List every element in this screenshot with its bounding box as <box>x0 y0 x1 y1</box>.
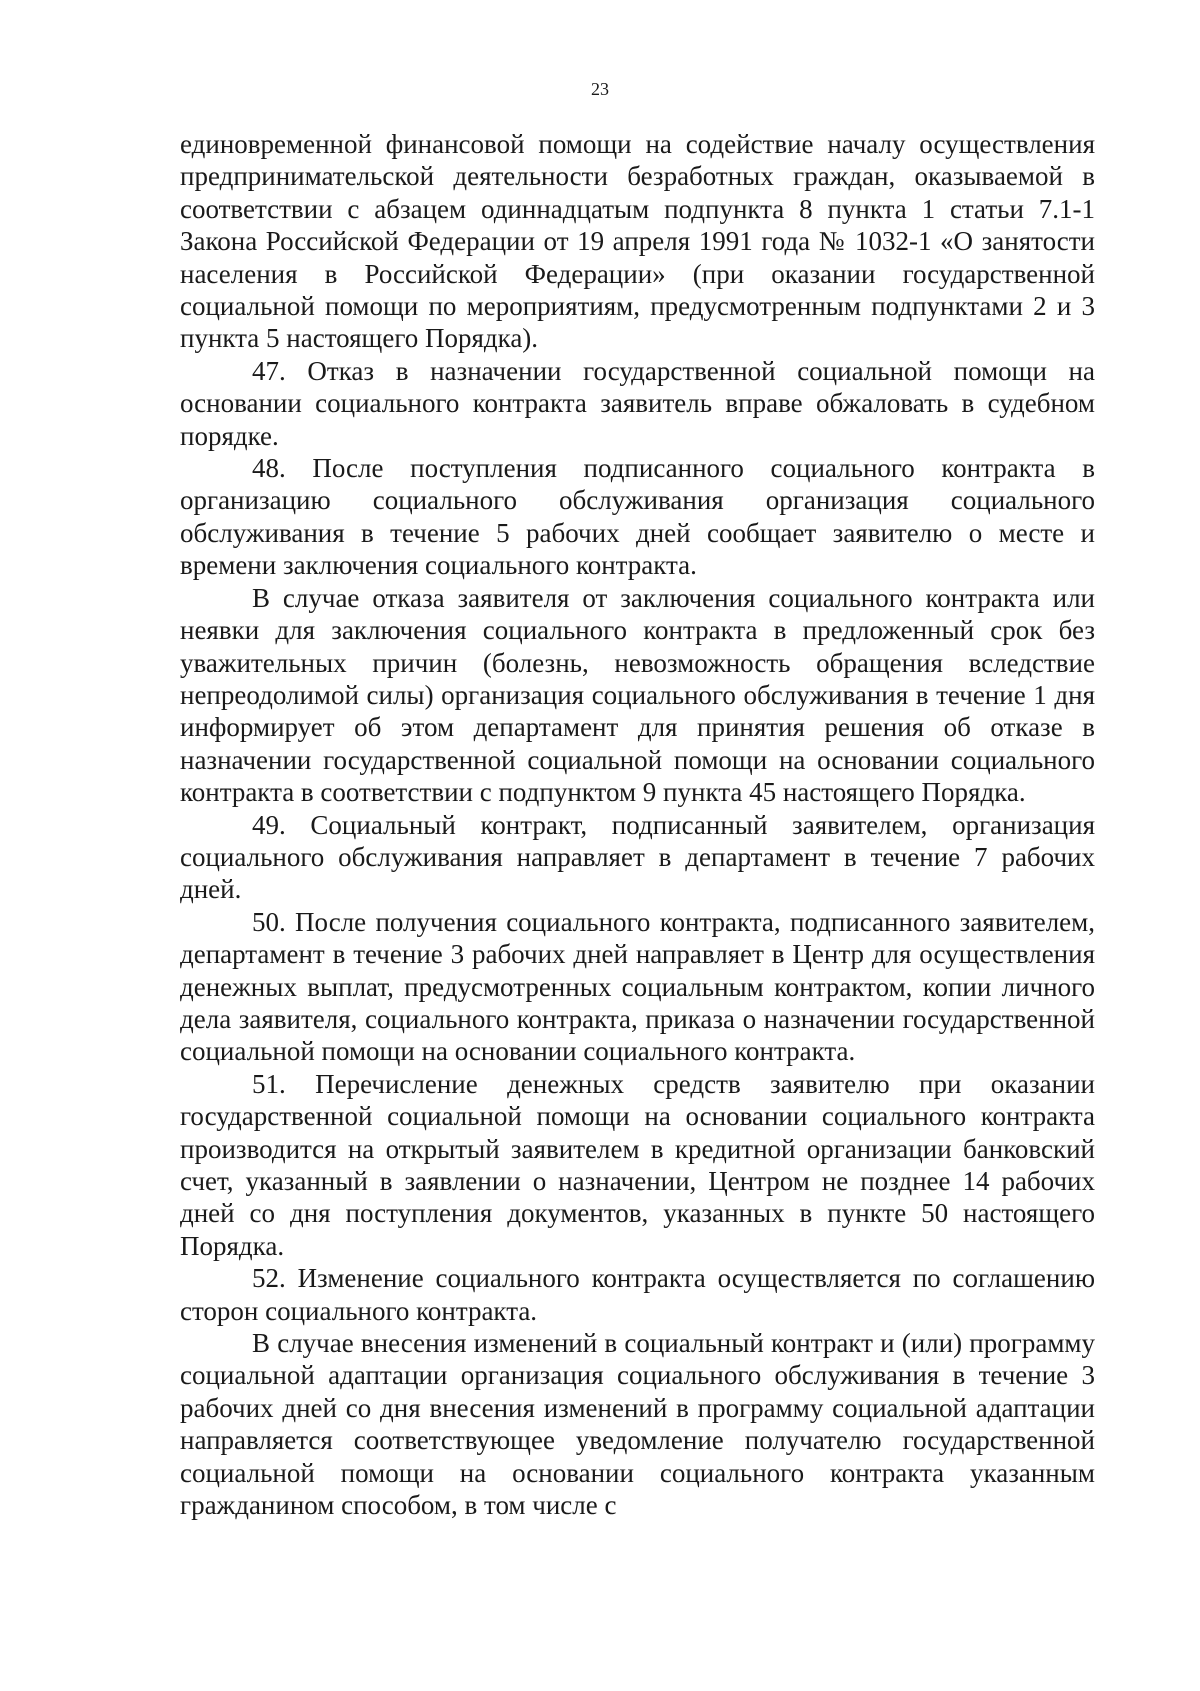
paragraph-item-47: 47. Отказ в назначении государственной социальной помощи на основании социального контракта заявитель вправе обжаловать в судебном порядке. <box>180 355 1095 451</box>
paragraph-item-48: 48. После поступления подписанного социального контракта в организацию социального обслуживания организация социального обслуживания в течение 5 рабочих дней сообщает заявителю о месте и времени заключения социального контракта. <box>180 453 1095 581</box>
paragraph-item-49: 49. Социальный контракт, подписанный заявителем, организация социального обслуживания направляет в департамент в течение 7 рабочих дней. <box>180 809 1095 905</box>
paragraph-item-52: 52. Изменение социального контракта осуществляется по соглашению сторон социального контракта. <box>180 1263 1095 1326</box>
paragraph-item-50: 50. После получения социального контракта, подписанного заявителем, департамент в течение 3 рабочих дней направляет в Центр для осуществления денежных выплат, предусмотренных социальным контрактом, копии личного дела заявителя, социального контракта, приказа о назначении государственной социальной помощи на основании социального контракта. <box>180 906 1095 1067</box>
paragraph-changes: В случае внесения изменений в социальный контракт и (или) программу социальной адаптации организация социального обслуживания в течение 3 рабочих дней со дня внесения изменений в программу социальной адаптации направляется соответствующее уведомление получателю государственной социальной помощи на основании социального контракта указанным гражданином способом, в том числе с <box>180 1328 1095 1521</box>
paragraph-refusal: В случае отказа заявителя от заключения социального контракта или неявки для заключения социального контракта в предложенный срок без уважительных причин (болезнь, невозможность обращения вследствие непреодолимой силы) организация социального обслуживания в течение 1 дня информирует об этом департамент для принятия решения об отказе в назначении государственной социальной помощи на основании социального контракта в соответствии с подпунктом 9 пункта 45 настоящего Порядка. <box>180 582 1095 808</box>
document-body <box>180 128 1095 1521</box>
paragraph-continuation: единовременной финансовой помощи на содействие началу осуществления предпринимательской деятельности безработных граждан, оказываемой в соответствии с абзацем одиннадцатым подпункта 8 пункта 1 статьи 7.1-1 Закона Российской Федерации от 19 апреля 1991 года № 1032-1 «О занятости населения в Российской Федерации» (при оказании государственной социальной помощи по мероприятиям, предусмотренным подпунктами 2 и 3 пункта 5 настоящего Порядка). <box>180 129 1095 354</box>
page-number: 23 <box>591 79 609 99</box>
paragraph-item-51: 51. Перечисление денежных средств заявителю при оказании государственной социальной помощи на основании социального контракта производится на открытый заявителем в кредитной организации банковский счет, указанный в заявлении о назначении, Центром не позднее 14 рабочих дней со дня поступления документов, указанных в пункте 50 настоящего Порядка. <box>180 1068 1095 1261</box>
